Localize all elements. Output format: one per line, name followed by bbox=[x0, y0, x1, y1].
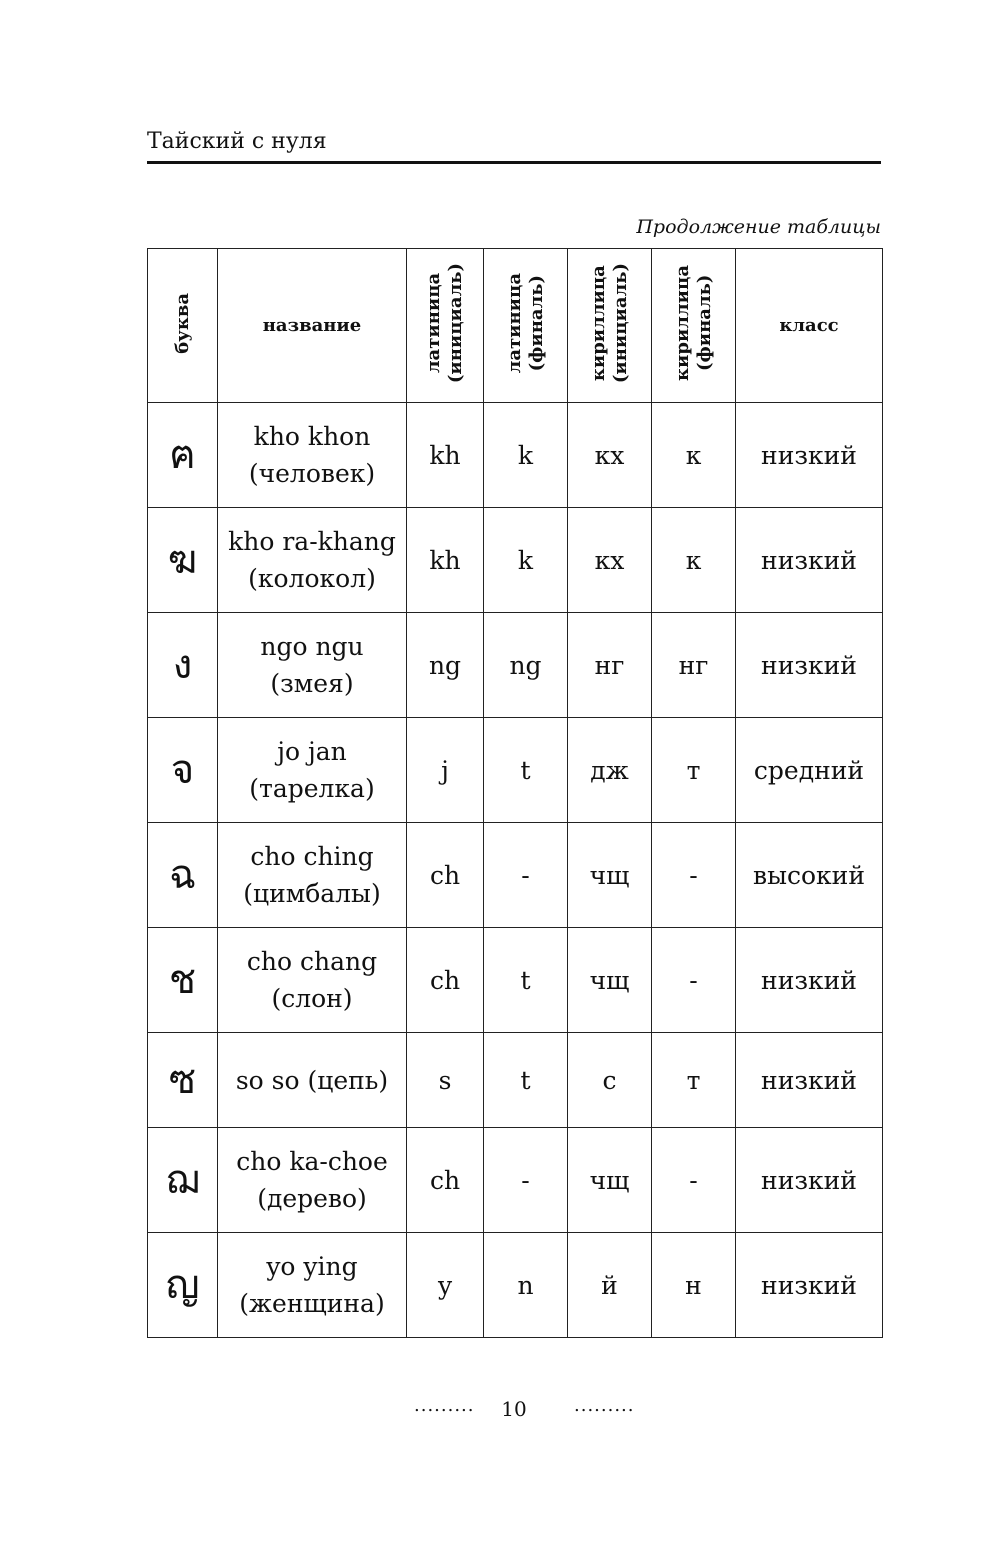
letter-cell: ช bbox=[148, 928, 218, 1033]
thai-consonant-table bbox=[147, 248, 883, 1338]
cyrillic-initial-cell: чщ bbox=[568, 928, 652, 1033]
name-cell: ngo ngu (змея) bbox=[218, 613, 407, 718]
letter-cell: ฅ bbox=[148, 403, 218, 508]
cyrillic-initial-cell: чщ bbox=[568, 1128, 652, 1233]
column-header-class: класс bbox=[736, 249, 883, 403]
latin-initial-cell: j bbox=[407, 718, 484, 823]
name-cell: cho chang (слон) bbox=[218, 928, 407, 1033]
latin-initial-cell: ch bbox=[407, 928, 484, 1033]
latin-initial-cell: kh bbox=[407, 508, 484, 613]
cyrillic-initial-cell: дж bbox=[568, 718, 652, 823]
latin-initial-cell: s bbox=[407, 1033, 484, 1128]
table-header-row bbox=[148, 249, 883, 403]
column-header-cyrillic-initial: кириллица (инициаль) bbox=[568, 249, 652, 403]
cyrillic-final-cell: н bbox=[652, 1233, 736, 1338]
cyrillic-final-cell: т bbox=[652, 1033, 736, 1128]
column-header-letter: буква bbox=[148, 249, 218, 403]
class-cell: средний bbox=[736, 718, 883, 823]
latin-initial-cell: kh bbox=[407, 403, 484, 508]
table-row bbox=[148, 508, 883, 613]
name-cell: cho ka-choe (дерево) bbox=[218, 1128, 407, 1233]
letter-cell: ฉ bbox=[148, 823, 218, 928]
page-number: 10 bbox=[501, 1397, 527, 1421]
class-cell: низкий bbox=[736, 508, 883, 613]
table-row bbox=[148, 823, 883, 928]
latin-final-cell: t bbox=[484, 1033, 568, 1128]
letter-cell: ฌ bbox=[148, 1128, 218, 1233]
table-row bbox=[148, 1033, 883, 1128]
cyrillic-final-cell: к bbox=[652, 508, 736, 613]
latin-final-cell: k bbox=[484, 403, 568, 508]
letter-cell: จ bbox=[148, 718, 218, 823]
cyrillic-final-cell: к bbox=[652, 403, 736, 508]
column-header-name: название bbox=[218, 249, 407, 403]
latin-final-cell: - bbox=[484, 823, 568, 928]
table-row bbox=[148, 718, 883, 823]
class-cell: низкий bbox=[736, 613, 883, 718]
latin-initial-cell: ch bbox=[407, 1128, 484, 1233]
latin-final-cell: t bbox=[484, 928, 568, 1033]
name-cell: cho ching (цимбалы) bbox=[218, 823, 407, 928]
latin-final-cell: t bbox=[484, 718, 568, 823]
name-cell: yo ying (женщина) bbox=[218, 1233, 407, 1338]
cyrillic-initial-cell: нг bbox=[568, 613, 652, 718]
column-header-latin-final: латиница (финаль) bbox=[484, 249, 568, 403]
class-cell: низкий bbox=[736, 928, 883, 1033]
latin-initial-cell: ng bbox=[407, 613, 484, 718]
letter-cell: ญ bbox=[148, 1233, 218, 1338]
class-cell: высокий bbox=[736, 823, 883, 928]
table-row bbox=[148, 1128, 883, 1233]
letter-cell: ซ bbox=[148, 1033, 218, 1128]
cyrillic-initial-cell: й bbox=[568, 1233, 652, 1338]
class-cell: низкий bbox=[736, 1233, 883, 1338]
latin-initial-cell: ch bbox=[407, 823, 484, 928]
class-cell: низкий bbox=[736, 403, 883, 508]
latin-final-cell: n bbox=[484, 1233, 568, 1338]
column-header-cyrillic-final: кириллица (финаль) bbox=[652, 249, 736, 403]
cyrillic-final-cell: нг bbox=[652, 613, 736, 718]
latin-final-cell: ng bbox=[484, 613, 568, 718]
name-cell: kho khon (человек) bbox=[218, 403, 407, 508]
name-cell: jo jan (тарелка) bbox=[218, 718, 407, 823]
cyrillic-initial-cell: кх bbox=[568, 403, 652, 508]
table-row bbox=[148, 1233, 883, 1338]
cyrillic-initial-cell: кх bbox=[568, 508, 652, 613]
latin-final-cell: k bbox=[484, 508, 568, 613]
table-row bbox=[148, 403, 883, 508]
table-row bbox=[148, 928, 883, 1033]
folio-dots-left: ......... bbox=[414, 1395, 475, 1416]
folio-dots-right: ......... bbox=[574, 1395, 635, 1416]
running-title: Тайский с нуля bbox=[147, 129, 327, 154]
class-cell: низкий bbox=[736, 1128, 883, 1233]
cyrillic-final-cell: т bbox=[652, 718, 736, 823]
name-cell: kho ra-khang (колокол) bbox=[218, 508, 407, 613]
letter-cell: ฆ bbox=[148, 508, 218, 613]
cyrillic-final-cell: - bbox=[652, 928, 736, 1033]
letter-cell: ง bbox=[148, 613, 218, 718]
latin-initial-cell: y bbox=[407, 1233, 484, 1338]
column-header-latin-initial: латиница (инициаль) bbox=[407, 249, 484, 403]
table-row bbox=[148, 613, 883, 718]
table-continuation-label: Продолжение таблицы bbox=[636, 216, 881, 238]
class-cell: низкий bbox=[736, 1033, 883, 1128]
name-cell: so so (цепь) bbox=[218, 1033, 407, 1128]
cyrillic-final-cell: - bbox=[652, 1128, 736, 1233]
header-rule bbox=[147, 161, 881, 164]
cyrillic-initial-cell: чщ bbox=[568, 823, 652, 928]
cyrillic-final-cell: - bbox=[652, 823, 736, 928]
cyrillic-initial-cell: с bbox=[568, 1033, 652, 1128]
latin-final-cell: - bbox=[484, 1128, 568, 1233]
